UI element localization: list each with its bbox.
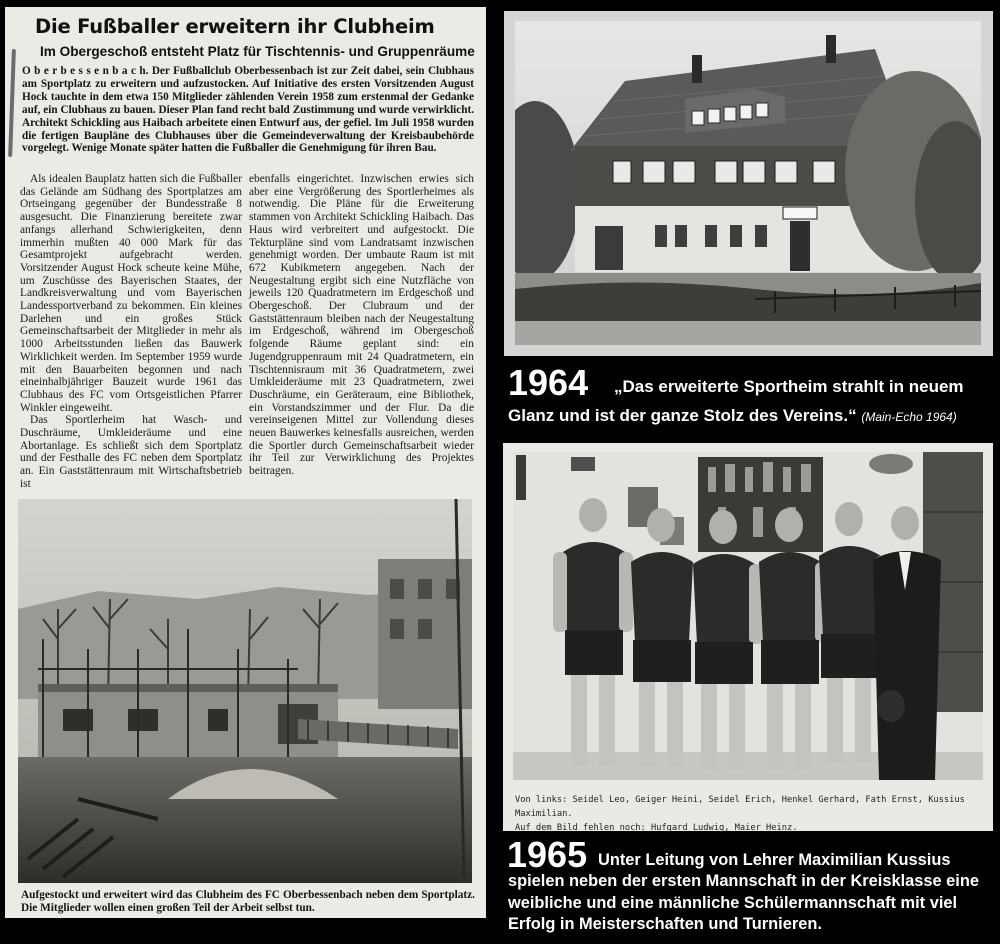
construction-photo-caption: Aufgestockt und erweitert wird das Clubheim des FC Oberbessenbach neben dem Sportplatz. Die Mitglieder wollen einen großen Teil der Arbeit selbst tun. [21, 889, 475, 914]
team-photo-caption [515, 793, 985, 835]
column-1-paragraph-2: Das Sportlerheim hat Wasch- und Duschräume, Umkleideräume und eine Abortanlage. Es schließt sich dem Sportplatz und der Festhalle des FC neben dem Sportplatz an. Ein Gaststättenraum mit Wirtschaftsbetrieb ist [20, 414, 242, 490]
column-1-paragraph-1: Als idealen Bauplatz hatten sich die Fußballer das Gelände am Südhang des Sportplatzes am Ortseingang gegenüber der Bundesstraße 8 ausgesucht. Die Finanzierung bereitete zwar anfangs allerhand Schwierigkeiten, denn immerhin mußten 40 000 Mark für das Gesamtprojekt aufgebracht werden. Vorsitzender August Hock scheute keine Mühe, um Zuschüsse des Bayerischen Staates, der Landkreisverwaltung und vom Bayerischen Landessportverband zu bekommen. Ein kleines Darlehen und ein großes Stück Gemeinschaftsarbeit der Mitglieder in mehr als 1000 Arbeitsstunden ließen das Bauwerk Wirklichkeit werden. Im September 1959 wurde mit den Bauarbeiten begonnen und nach eineinhalbjähriger Bauzeit wurde 1961 das Clubhaus des FC vom Ortsgeistlichen Pfarrer Winkler eingeweiht. [20, 173, 242, 414]
team-caption-line-2: Auf dem Bild fehlen noch: Hufgard Ludwig, Maier Heinz. [515, 823, 798, 833]
year-1964-label: 1964 [508, 362, 589, 403]
quote-1964-line-2-text: Glanz und ist der ganze Stolz des Vereins.“ [508, 406, 857, 425]
text-1965: Unter Leitung von Lehrer Maximilian Kussius spielen neben der ersten Mannschaft in der Kreisklasse eine weibliche und eine männliche Schülermannschaft mit viel Erfolg in Meisterschaften und Turnieren. [508, 851, 979, 933]
team-caption-line-1: Von links: Seidel Leo, Geiger Heini, Seidel Erich, Henkel Gerhard, Fath Ernst, Kussius Maximilian. [515, 795, 965, 819]
year-1965-label: 1965 [507, 834, 588, 875]
quote-1964-line-1: „Das erweiterte Sportheim strahlt in neuem [614, 377, 964, 396]
newspaper-clipping [5, 7, 486, 918]
article-column-1 [20, 173, 242, 491]
construction-photo [18, 499, 472, 883]
column-2-paragraph-1: ebenfalls eingerichtet. Inzwischen erwies sich aber eine Vergrößerung des Sportlerheimes als notwendig. Die Pläne für die Erweiterung stammen von Architekt Schickling Haibach. Das Haus wird verbreitert und aufgestockt. Die Tekturpläne sind vom Landratsamt inzwischen genehmigt worden. Der umbaute Raum ist mit 672 Kubikmetern angegeben. Nach der Neugestaltung ergibt sich eine Nutzfläche von jeweils 120 Quadratmetern im Erdgeschoß und Obergeschoß. Der Clubraum und der Gaststättenraum bleiben nach der Neugestaltung im Erdgeschoß, während im Obergeschoß folgende Räume geplant sind: ein Jugendgruppenraum mit 24 Quadratmetern, ein Tischtennisraum mit 36 Quadratmetern, zwei Umkleideräume mit 23 Quadratmetern, zwei Duschräume, ein Geräteraum, eine Bibliothek, ein Vorstandszimmer und der Flur. Da die vereinseigenen Mittel zur Vollendung dieses neuen Bauwerkes keinesfalls ausreichen, werden die Sportler durch Gemeinschaftsarbeit wieder ihr Teil zur Verwirklichung des Projektes beitragen. [249, 173, 474, 478]
article-column-2 [249, 173, 474, 478]
article-headline: Die Fußballer erweitern ihr Clubheim [35, 15, 435, 38]
article-subheadline: Im Obergeschoß entsteht Platz für Tischtennis- und Gruppenräume [40, 44, 475, 59]
quote-1964-line-2 [508, 406, 957, 426]
quote-source: (Main-Echo 1964) [861, 410, 957, 424]
team-photo-frame [503, 443, 993, 831]
article-lead: O b e r b e s s e n b a c h. Der Fußballclub Oberbessenbach ist zur Zeit dabei, sein Clubhaus am Sportplatz zu erweitern und aufzustocken. Auf Initiative des ersten Vorsitzenden August Hock tauchte in dem etwa 150 Mitglieder zählenden Verein 1958 zum erstenmal der Gedanke auf, ein Clubhaus zu bauen. Dieser Plan fand recht bald Zustimmung und wurde verwirklicht. Architekt Schickling aus Haibach arbeitete einen Entwurf aus, der gefiel. Im Juli 1958 wurden die fertigen Baupläne des Clubhauses über die Gemeindeverwaltung der Kreisbaubehörde vorgelegt. Wenige Monate später hatten die Fußballer die Genehmigung für ihren Bau. [22, 65, 474, 155]
clubhouse-photo-frame [504, 11, 993, 356]
margin-pen-mark [8, 49, 16, 157]
clubhouse-photo [515, 21, 981, 345]
team-photo [513, 452, 983, 780]
